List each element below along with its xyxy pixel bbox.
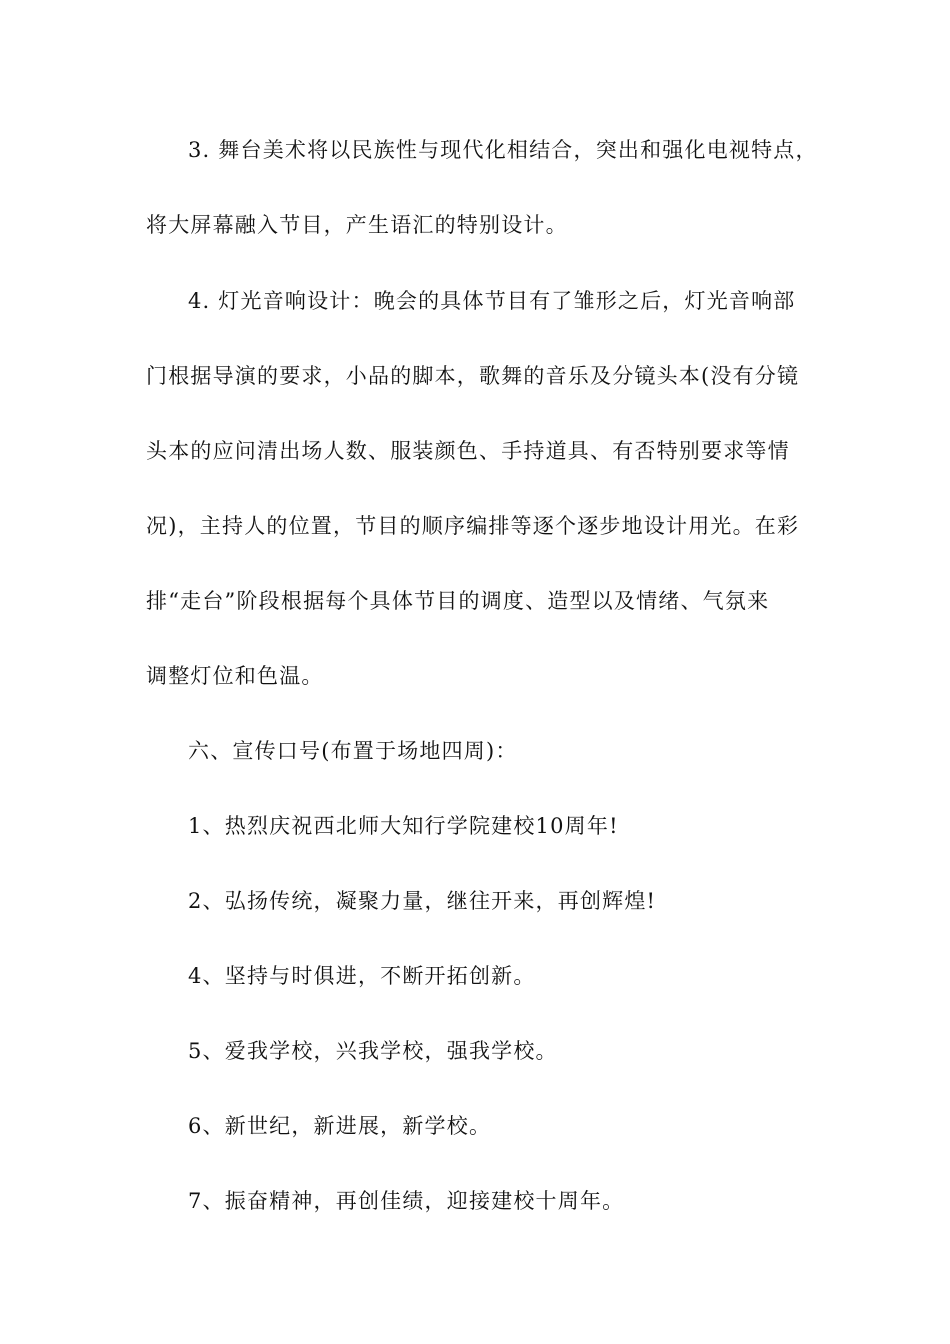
slogan-item: 7、振奋精神，再创佳绩，迎接建校十周年。 xyxy=(188,1189,625,1213)
section-heading: 六、宣传口号(布置于场地四周)： xyxy=(188,739,518,763)
slogan-item: 6、新世纪，新进展，新学校。 xyxy=(188,1114,492,1138)
slogan-item: 2、弘扬传统，凝聚力量，继往开来，再创辉煌! xyxy=(188,889,657,913)
paragraph-4-line-3: 头本的应问清出场人数、服装颜色、手持道具、有否特别要求等情 xyxy=(146,439,790,463)
paragraph-4-line-5: 排“走台”阶段根据每个具体节目的调度、造型以及情绪、气氛来 xyxy=(146,589,770,613)
slogan-item: 1、热烈庆祝西北师大知行学院建校10周年! xyxy=(188,814,619,838)
paragraph-3-line-1: 3. 舞台美术将以民族性与现代化相结合，突出和强化电视特点， xyxy=(188,138,818,162)
slogan-item: 4、坚持与时俱进，不断开拓创新。 xyxy=(188,964,536,988)
paragraph-3-line-2: 将大屏幕融入节目，产生语汇的特别设计。 xyxy=(146,213,568,237)
paragraph-4-line-6: 调整灯位和色温。 xyxy=(146,664,324,688)
paragraph-4-line-4: 况)，主持人的位置，节目的顺序编排等逐个逐步地设计用光。在彩 xyxy=(146,514,800,538)
slogan-item: 5、爱我学校，兴我学校，强我学校。 xyxy=(188,1039,558,1063)
paragraph-4-line-2: 门根据导演的要求，小品的脚本，歌舞的音乐及分镜头本(没有分镜 xyxy=(146,364,800,388)
paragraph-4-line-1: 4. 灯光音响设计：晚会的具体节目有了雏形之后，灯光音响部 xyxy=(188,289,796,313)
